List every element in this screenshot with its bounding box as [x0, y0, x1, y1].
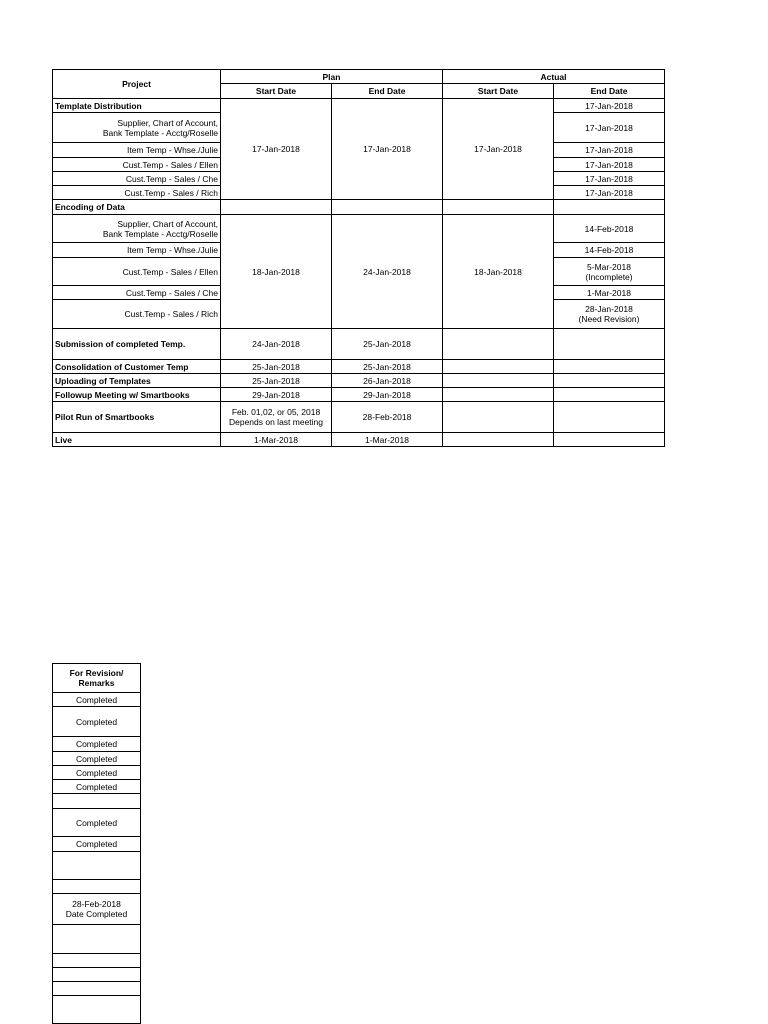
- milestone-title: Pilot Run of Smartbooks: [53, 402, 221, 433]
- actual-end-cell: [554, 200, 665, 215]
- remarks-cell: [53, 982, 141, 996]
- actual-end-cell: 14-Feb-2018: [554, 243, 665, 258]
- plan-start-cell: 25-Jan-2018: [221, 374, 332, 388]
- actual-end-cell: 17-Jan-2018: [554, 113, 665, 143]
- plan-start-cell: 29-Jan-2018: [221, 388, 332, 402]
- actual-end-cell: 17-Jan-2018: [554, 99, 665, 113]
- task-label: Supplier, Chart of Account, Bank Template - Acctg/Roselle: [53, 215, 221, 243]
- remarks-cell: Completed: [53, 780, 141, 794]
- remarks-cell: Completed: [53, 752, 141, 766]
- remarks-cell: [53, 954, 141, 968]
- actual-start-cell: 18-Jan-2018: [443, 215, 554, 329]
- task-label: Item Temp - Whse./Julie: [53, 243, 221, 258]
- header-plan: Plan: [221, 70, 443, 84]
- actual-end-cell: [554, 402, 665, 433]
- actual-end-cell: 1-Mar-2018: [554, 286, 665, 300]
- plan-end-cell: 29-Jan-2018: [332, 388, 443, 402]
- header-plan-end: End Date: [332, 84, 443, 99]
- plan-start-cell: [221, 200, 332, 215]
- actual-start-cell: [443, 374, 554, 388]
- header-plan-start: Start Date: [221, 84, 332, 99]
- actual-start-cell: [443, 200, 554, 215]
- task-label: Cust.Temp - Sales / Rich: [53, 300, 221, 329]
- actual-end-cell: [554, 329, 665, 360]
- actual-end-cell: [554, 433, 665, 447]
- remarks-cell: [53, 794, 141, 809]
- remarks-cell: Completed: [53, 693, 141, 707]
- header-actual: Actual: [443, 70, 665, 84]
- actual-start-cell: [443, 388, 554, 402]
- plan-start-cell: Feb. 01,02, or 05, 2018 Depends on last meeting: [221, 402, 332, 433]
- actual-end-cell: 28-Jan-2018 (Need Revision): [554, 300, 665, 329]
- plan-end-cell: 25-Jan-2018: [332, 360, 443, 374]
- plan-end-cell: 25-Jan-2018: [332, 329, 443, 360]
- remarks-cell: [53, 968, 141, 982]
- actual-end-cell: 17-Jan-2018: [554, 172, 665, 186]
- actual-start-cell: [443, 402, 554, 433]
- remarks-cell: [53, 852, 141, 880]
- section-title: Template Distribution: [53, 99, 221, 113]
- actual-end-cell: 14-Feb-2018: [554, 215, 665, 243]
- actual-start-cell: [443, 360, 554, 374]
- milestone-title: Followup Meeting w/ Smartbooks: [53, 388, 221, 402]
- actual-end-cell: 17-Jan-2018: [554, 158, 665, 172]
- plan-start-cell: 25-Jan-2018: [221, 360, 332, 374]
- task-label: Cust.Temp - Sales / Che: [53, 286, 221, 300]
- actual-end-cell: [554, 374, 665, 388]
- section-title: Encoding of Data: [53, 200, 221, 215]
- task-label: Item Temp - Whse./Julie: [53, 143, 221, 158]
- plan-end-cell: [332, 200, 443, 215]
- remarks-cell: [53, 925, 141, 954]
- actual-end-cell: [554, 360, 665, 374]
- actual-end-cell: [554, 388, 665, 402]
- header-actual-start: Start Date: [443, 84, 554, 99]
- plan-end-cell: 24-Jan-2018: [332, 215, 443, 329]
- actual-end-cell: 17-Jan-2018: [554, 143, 665, 158]
- remarks-cell: 28-Feb-2018 Date Completed: [53, 894, 141, 925]
- plan-end-cell: 26-Jan-2018: [332, 374, 443, 388]
- header-project: Project: [53, 70, 221, 99]
- milestone-title: Uploading of Templates: [53, 374, 221, 388]
- remarks-cell: Completed: [53, 837, 141, 852]
- remarks-cell: Completed: [53, 809, 141, 837]
- milestone-title: Submission of completed Temp.: [53, 329, 221, 360]
- remarks-cell: [53, 996, 141, 1024]
- remarks-table: [52, 663, 141, 1024]
- project-timeline-table: [52, 69, 665, 447]
- plan-start-cell: 17-Jan-2018: [221, 99, 332, 200]
- actual-start-cell: 17-Jan-2018: [443, 99, 554, 200]
- remarks-cell: Completed: [53, 737, 141, 752]
- remarks-cell: Completed: [53, 766, 141, 780]
- remarks-header: For Revision/ Remarks: [53, 664, 141, 693]
- plan-start-cell: 1-Mar-2018: [221, 433, 332, 447]
- task-label: Cust.Temp - Sales / Che: [53, 172, 221, 186]
- actual-start-cell: [443, 329, 554, 360]
- remarks-cell: [53, 880, 141, 894]
- task-label: Cust.Temp - Sales / Ellen: [53, 158, 221, 172]
- milestone-title: Live: [53, 433, 221, 447]
- task-label: Cust.Temp - Sales / Ellen: [53, 258, 221, 286]
- actual-start-cell: [443, 433, 554, 447]
- plan-end-cell: 1-Mar-2018: [332, 433, 443, 447]
- task-label: Supplier, Chart of Account, Bank Template - Acctg/Roselle: [53, 113, 221, 143]
- header-actual-end: End Date: [554, 84, 665, 99]
- actual-end-cell: 17-Jan-2018: [554, 186, 665, 200]
- plan-end-cell: 17-Jan-2018: [332, 99, 443, 200]
- plan-start-cell: 24-Jan-2018: [221, 329, 332, 360]
- milestone-title: Consolidation of Customer Temp: [53, 360, 221, 374]
- plan-start-cell: 18-Jan-2018: [221, 215, 332, 329]
- remarks-cell: Completed: [53, 707, 141, 737]
- actual-end-cell: 5-Mar-2018 (Incomplete): [554, 258, 665, 286]
- plan-end-cell: 28-Feb-2018: [332, 402, 443, 433]
- task-label: Cust.Temp - Sales / Rich: [53, 186, 221, 200]
